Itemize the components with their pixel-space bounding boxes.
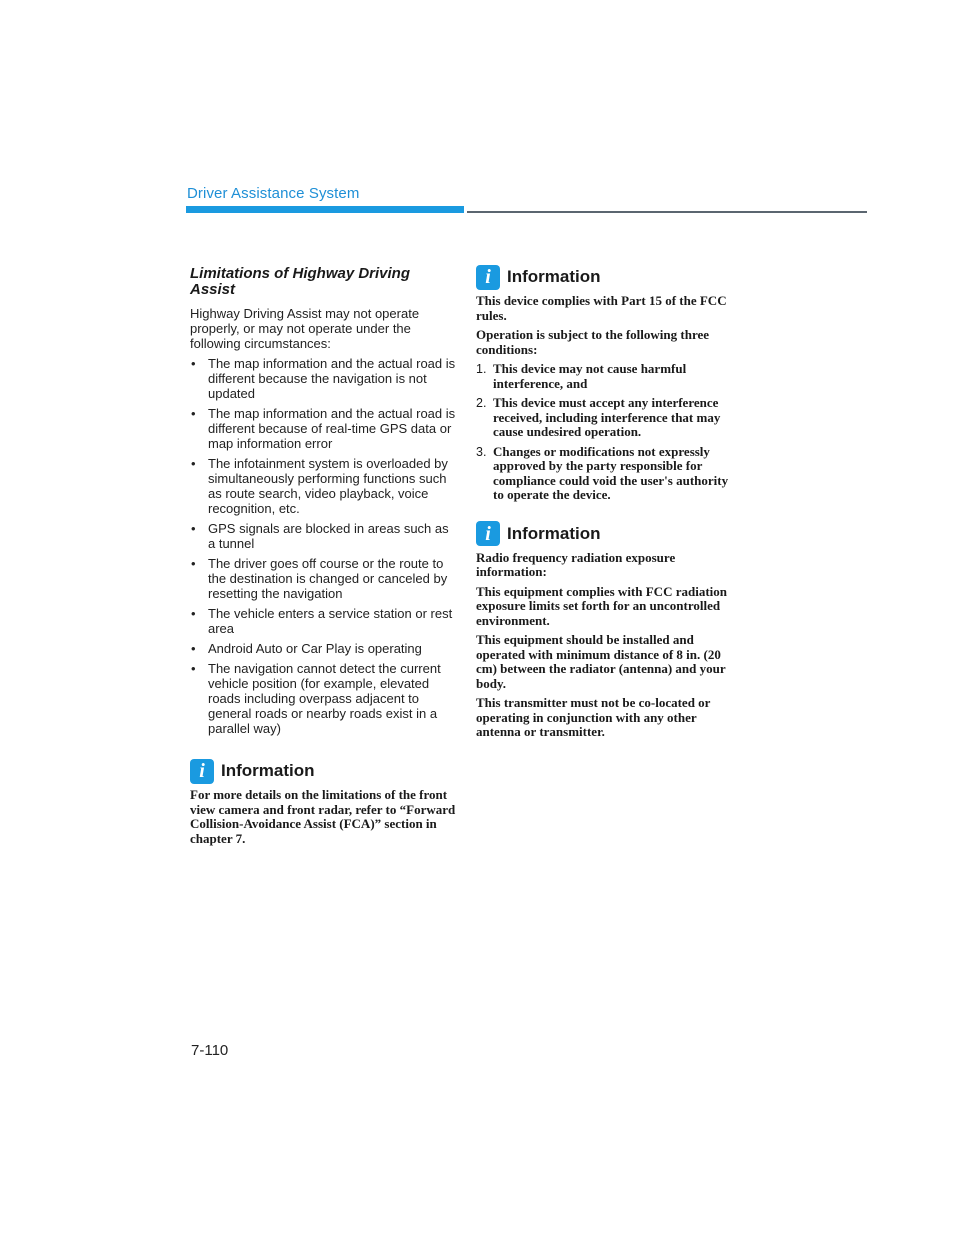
info-text: Operation is subject to the following three conditions: (476, 327, 710, 357)
info-box-fcc (476, 264, 738, 503)
list-item: 1. This device may not cause harmful interference, and (476, 361, 687, 391)
info-box-limitations (190, 758, 458, 846)
information-icon: i (190, 759, 214, 784)
info-text: Radio frequency radiation exposure information: (476, 549, 676, 579)
page-number: 7-110 (191, 1042, 229, 1059)
item-number: 2. (476, 396, 487, 410)
info-text: For more details on the limitations of the front view camera and front radar, refer to “Forward Collision-Avoidance Assist (FCA)” section in chapter 7. (190, 787, 456, 846)
list-item: • The infotainment system is overloaded by simultaneously performing functions such as route search, video playback, voice recognition, etc. (191, 456, 448, 516)
list-item: • The vehicle enters a service station or rest area (191, 606, 453, 636)
chapter-header-title: Driver Assistance System (187, 185, 360, 202)
list-item: • The map information and the actual road is different because the navigation is not updated (191, 356, 456, 401)
bullet-icon: • (191, 661, 196, 676)
bullet-icon: • (191, 521, 196, 536)
list-item: • Android Auto or Car Play is operating (191, 641, 422, 656)
info-label: Information (221, 761, 315, 780)
limitations-list (190, 356, 458, 736)
list-item: • The map information and the actual road is different because of real-time GPS data or map information error (191, 406, 456, 451)
bullet-icon: • (191, 456, 196, 471)
info-label: Information (507, 523, 601, 543)
list-item: 3. Changes or modifications not expressly approved by the party responsible for compliance could void the user's authority to operate the device. (476, 443, 729, 502)
info-header (476, 264, 738, 290)
info-header (476, 521, 738, 547)
info-box-rf-exposure (476, 521, 738, 740)
info-header (190, 758, 458, 784)
section-intro: Highway Driving Assist may not operate properly, or may not operate under the following circumstances: (190, 306, 420, 351)
info-label: Information (507, 267, 601, 286)
information-icon: i (476, 521, 500, 546)
bullet-icon: • (191, 641, 196, 656)
info-text: This equipment complies with FCC radiation exposure limits set forth for an uncontrolled environment. (476, 583, 727, 628)
info-text: This equipment should be installed and operated with minimum distance of 8 in. (20 cm) between the radiator (antenna) and your body. (476, 632, 726, 691)
list-item: 2. This device must accept any interference received, including interference that may cause undesired operation. (476, 395, 721, 439)
list-item: • The driver goes off course or the route to the destination is changed or canceled by resetting the navigation (191, 556, 448, 601)
conditions-list (476, 362, 738, 503)
section-title: Limitations of Highway Driving Assist (190, 265, 411, 298)
bullet-icon: • (191, 556, 196, 571)
info-text: This device complies with Part 15 of the FCC rules. (476, 293, 727, 323)
bullet-icon: • (191, 606, 196, 621)
right-column (476, 264, 738, 745)
info-text: This transmitter must not be co-located or operating in conjunction with any other antenna or transmitter. (476, 695, 711, 739)
bullet-icon: • (191, 356, 196, 371)
header-divider-rule (467, 211, 867, 213)
information-icon: i (476, 265, 500, 290)
item-number: 1. (476, 362, 487, 376)
list-item: • GPS signals are blocked in areas such as a tunnel (191, 521, 449, 551)
bullet-icon: • (191, 406, 196, 421)
list-item: • The navigation cannot detect the current vehicle position (for example, elevated roads including overpass adjacent to general roads or nearby roads exist in a parallel way) (191, 661, 441, 736)
item-number: 3. (476, 444, 487, 459)
left-column (190, 264, 458, 851)
header-accent-rule (186, 206, 464, 213)
